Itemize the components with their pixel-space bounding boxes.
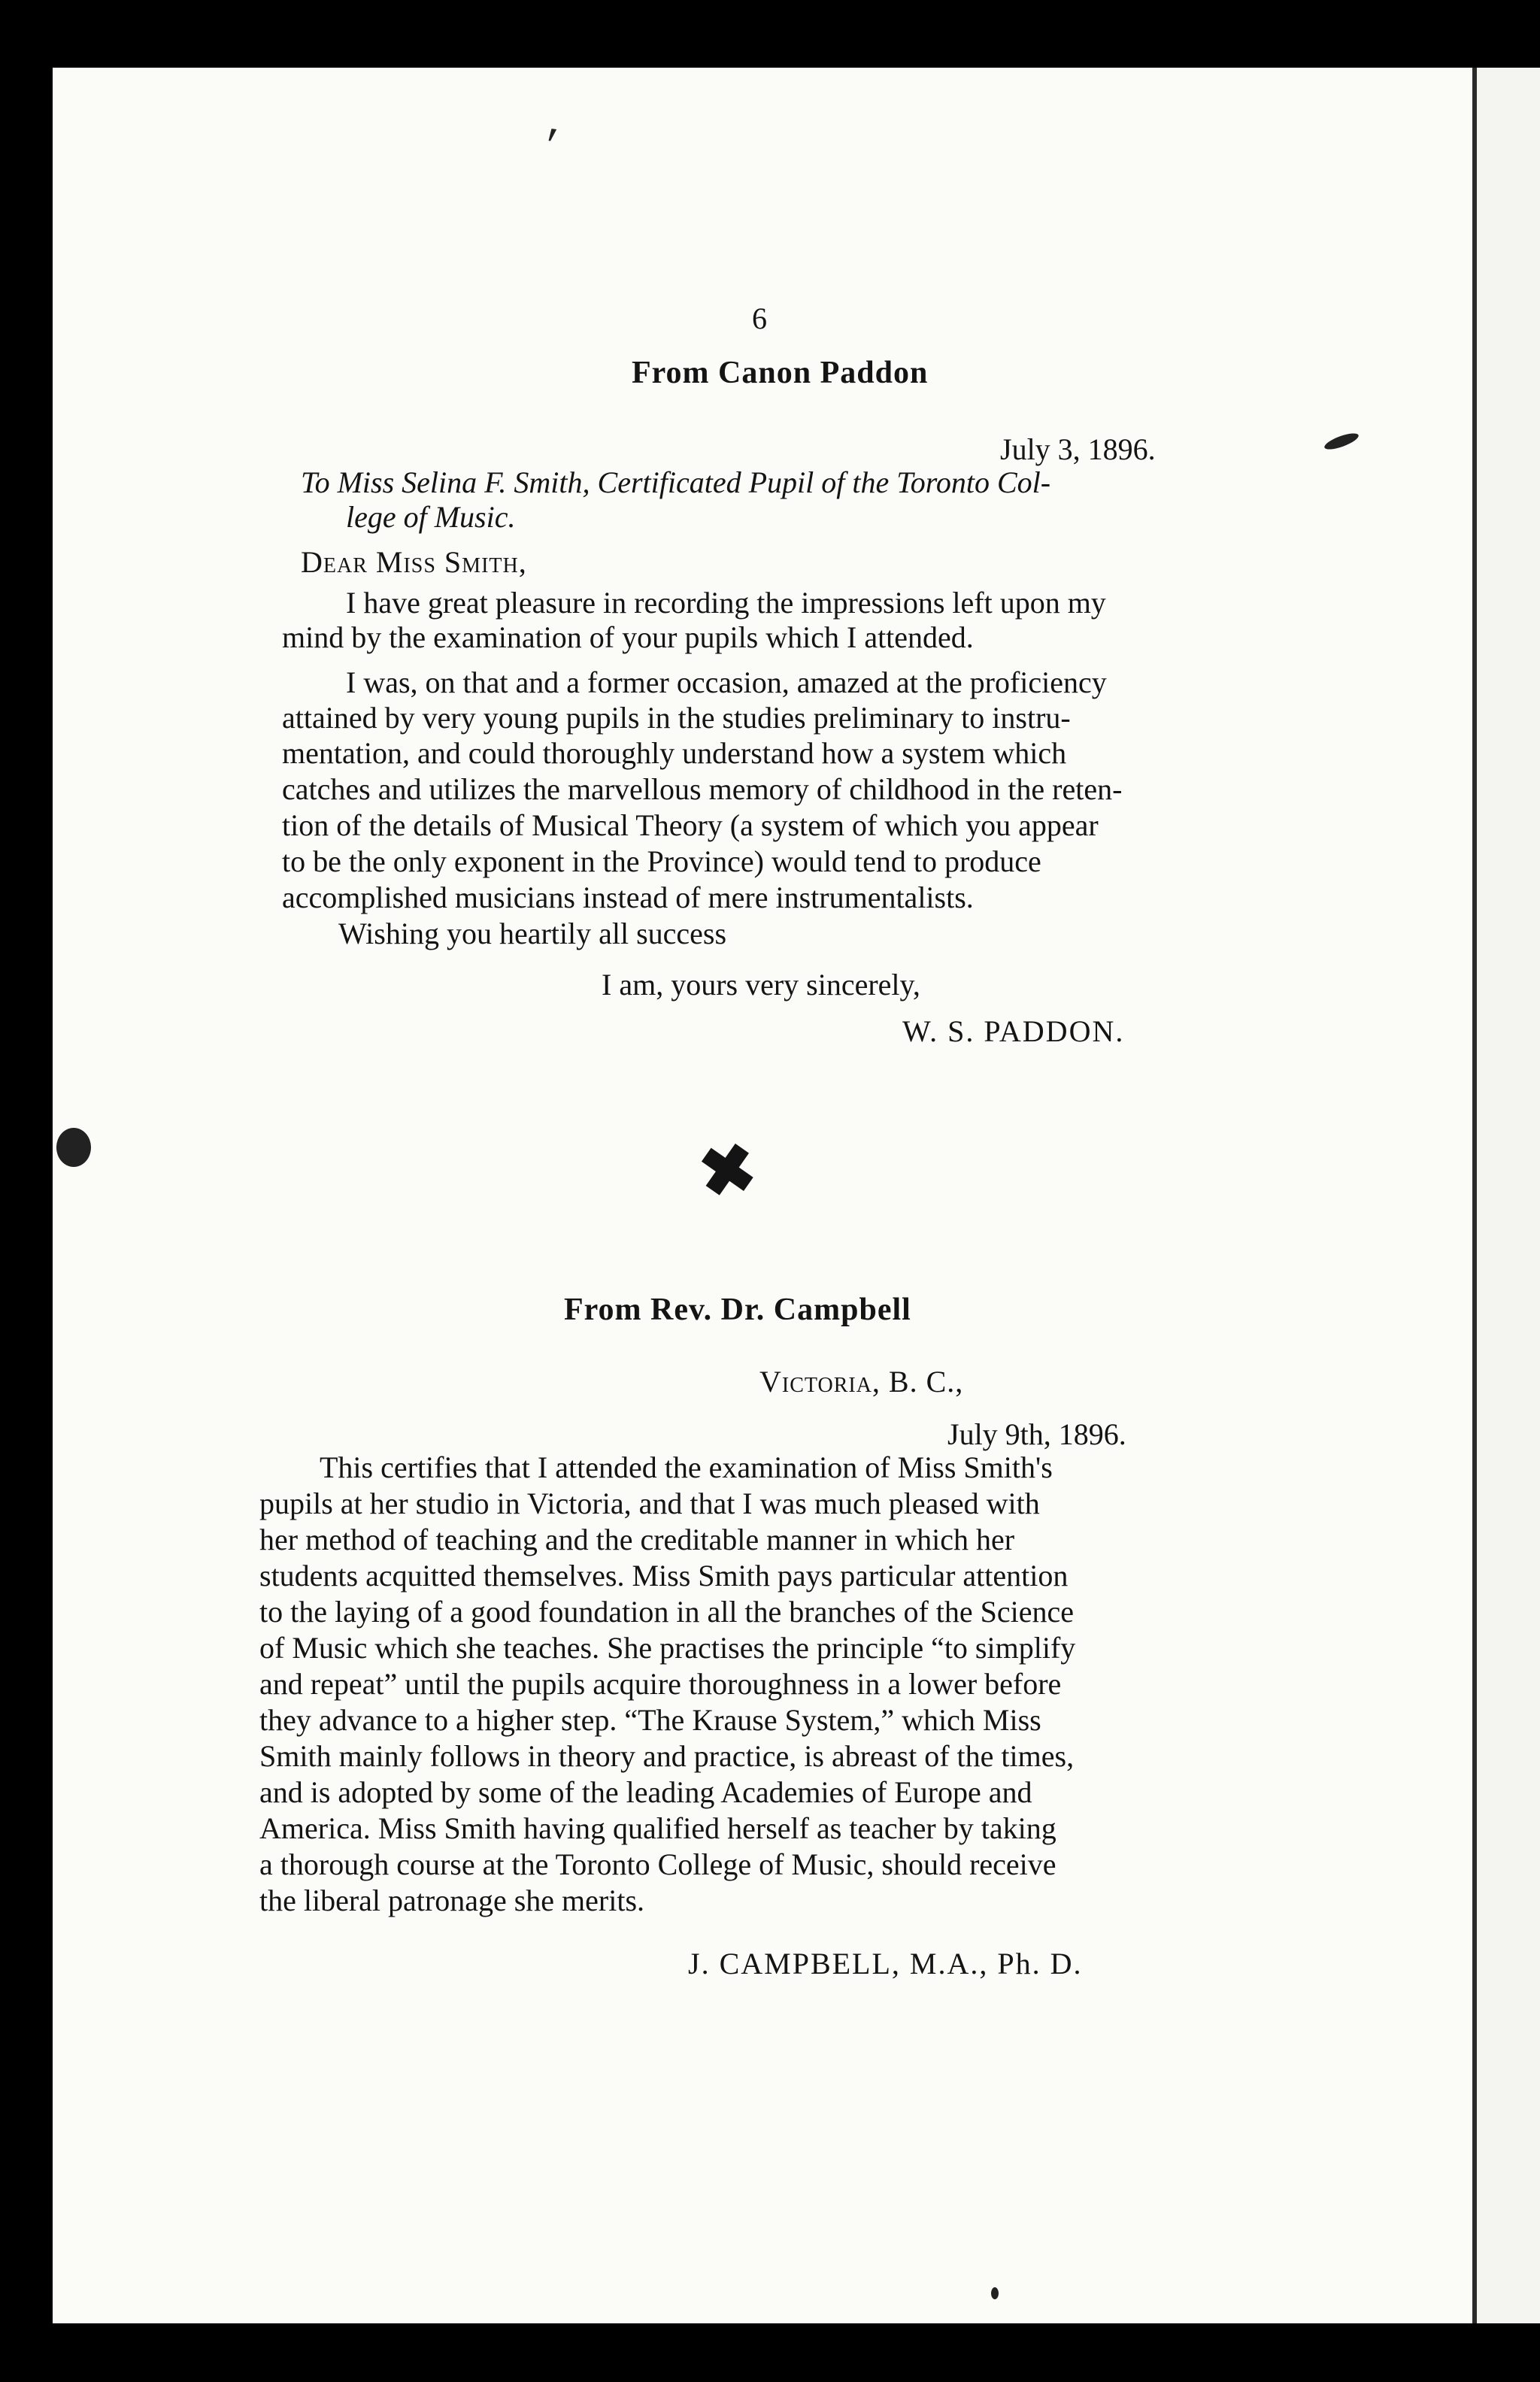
letter2-body-line: This certifies that I attended the examination of Miss Smith's — [320, 1450, 1053, 1484]
letter1-body-line: accomplished musicians instead of mere instrumentalists. — [282, 880, 974, 914]
letter1-body-line: mentation, and could thoroughly understand how a system which — [282, 736, 1067, 770]
letter1-body-line: Wishing you heartily all success — [338, 917, 727, 950]
letter2-body-line: students acquitted themselves. Miss Smith pays particular attention — [259, 1559, 1069, 1593]
letter1-address-line-2: lege of Music. — [346, 500, 516, 534]
letter2-body-line: the liberal patronage she merits. — [259, 1883, 645, 1917]
letter1-signature: W. S. PADDON. — [902, 1014, 1125, 1048]
letter1-closing: I am, yours very sincerely, — [602, 968, 920, 1002]
letter1-body-line: I was, on that and a former occasion, amazed at the proficiency — [346, 665, 1107, 699]
section-divider-ornament: ✖ — [693, 1130, 762, 1214]
letter2-body-line: and repeat” until the pupils acquire thoroughness in a lower before — [259, 1667, 1062, 1701]
letter1-body-line: catches and utilizes the marvellous memory of childhood in the reten- — [282, 772, 1123, 806]
letter1-date: July 3, 1896. — [1000, 432, 1156, 466]
letter1-body-line: mind by the examination of your pupils which I attended. — [282, 620, 974, 654]
letter1-salutation: Dear Miss Smith, — [301, 545, 527, 579]
letter2-signature: J. CAMPBELL, M.A., Ph. D. — [688, 1947, 1083, 1980]
letter2-date: July 9th, 1896. — [947, 1417, 1126, 1451]
letter2-heading: From Rev. Dr. Campbell — [564, 1293, 911, 1327]
letter2-body-line: pupils at her studio in Victoria, and that I was much pleased with — [259, 1486, 1040, 1520]
letter2-body-line: Smith mainly follows in theory and practice, is abreast of the times, — [259, 1739, 1075, 1773]
letter2-body-line: her method of teaching and the creditable manner in which her — [259, 1523, 1015, 1556]
facing-page-edge — [1477, 68, 1540, 2323]
letter1-body-line: attained by very young pupils in the studies preliminary to instru- — [282, 701, 1071, 735]
page-number: 6 — [752, 302, 767, 335]
scanned-page — [53, 68, 1481, 2323]
letter2-body-line: America. Miss Smith having qualified herself as teacher by taking — [259, 1811, 1056, 1845]
ink-blot-left — [56, 1128, 91, 1167]
handwritten-mark-top: ′ — [541, 117, 561, 176]
letter2-body-line: of Music which she teaches. She practises the principle “to simplify — [259, 1631, 1076, 1665]
letter1-heading: From Canon Paddon — [632, 356, 929, 390]
letter2-place: Victoria, B. C., — [759, 1365, 964, 1399]
letter2-body-line: a thorough course at the Toronto College of Music, should receive — [259, 1847, 1056, 1881]
letter2-body-line: to the laying of a good foundation in all the branches of the Science — [259, 1595, 1075, 1629]
ink-speck — [991, 2287, 999, 2299]
letter1-body-line: tion of the details of Musical Theory (a system of which you appear — [282, 808, 1099, 842]
letter2-body-line: they advance to a higher step. “The Krause System,” which Miss — [259, 1703, 1041, 1737]
letter1-body-line: I have great pleasure in recording the impressions left upon my — [346, 586, 1106, 620]
letter1-address-line-1: To Miss Selina F. Smith, Certificated Pupil of the Toronto Col- — [301, 465, 1051, 499]
letter2-body-line: and is adopted by some of the leading Academies of Europe and — [259, 1775, 1032, 1809]
letter1-body-line: to be the only exponent in the Province) would tend to produce — [282, 844, 1041, 878]
